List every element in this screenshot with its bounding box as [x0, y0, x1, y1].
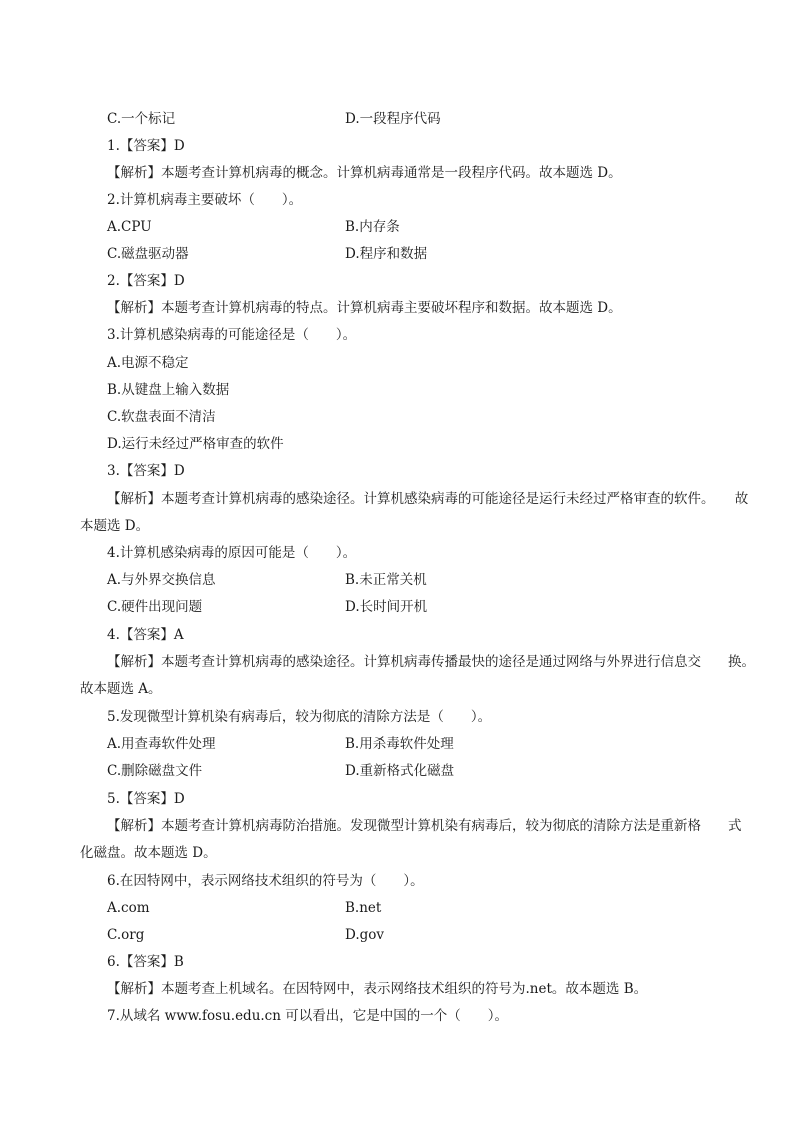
option-c: C.软盘表面不清洁	[107, 409, 216, 425]
question-line: 5.发现微型计算机染有病毒后，较为彻底的清除方法是（ ）。	[107, 709, 492, 725]
question-line: 2.计算机病毒主要破坏（ ）。	[107, 192, 303, 208]
option-d: D.gov	[345, 927, 385, 943]
explanation-line: 【解析】本题考查上机域名。在因特网中，表示网络技术组织的符号为.net。故本题选 B。	[107, 981, 648, 997]
option-b: B.用杀毒软件处理	[345, 736, 454, 752]
explanation-line: 【解析】本题考查计算机病毒的感染途径。计算机病毒传播最快的途径是通过网络与外界进行信息交 换。	[107, 654, 755, 670]
answer-line: 5.【答案】D	[107, 791, 185, 807]
question-line: 3.计算机感染病毒的可能途径是（ ）。	[107, 327, 357, 343]
option-c: C.磁盘驱动器	[107, 246, 189, 262]
explanation-continuation: 本题选 D。	[80, 518, 150, 534]
answer-line: 2.【答案】D	[107, 273, 185, 289]
options-row	[107, 571, 707, 589]
option-a: A.与外界交换信息	[107, 572, 216, 588]
question-line: 6.在因特网中，表示网络技术组织的符号为（ ）。	[107, 873, 424, 889]
option-d: D.运行未经过严格审查的软件	[107, 436, 284, 452]
options-row	[107, 245, 707, 263]
option-d: D.程序和数据	[345, 246, 428, 262]
options-row	[107, 926, 707, 944]
question-line: 7.从域名 www.fosu.edu.cn 可以看出，它是中国的一个（ ）。	[107, 1008, 508, 1024]
option-a: A.用查毒软件处理	[107, 736, 216, 752]
question-line: 4.计算机感染病毒的原因可能是（ ）。	[107, 545, 357, 561]
option-b: B.内存条	[345, 219, 400, 235]
explanation-continuation: 故本题选 A。	[80, 681, 162, 697]
option-a: A.电源不稳定	[107, 355, 189, 371]
answer-line: 6.【答案】B	[107, 954, 184, 970]
option-c: C.org	[107, 927, 145, 943]
explanation-line: 【解析】本题考查计算机病毒的概念。计算机病毒通常是一段程序代码。故本题选 D。	[107, 165, 622, 181]
explanation-line: 【解析】本题考查计算机病毒的特点。计算机病毒主要破坏程序和数据。故本题选 D。	[107, 300, 622, 316]
answer-line: 1.【答案】D	[107, 138, 185, 154]
explanation-line: 【解析】本题考查计算机病毒的感染途径。计算机感染病毒的可能途径是运行未经过严格审查的软件。 故	[107, 491, 749, 507]
options-row	[107, 218, 707, 236]
option-d: D.重新格式化磁盘	[345, 763, 455, 779]
options-row	[107, 110, 707, 128]
option-d: D.长时间开机	[345, 599, 428, 615]
options-row	[107, 735, 707, 753]
options-row	[107, 598, 707, 616]
option-a: A.com	[107, 900, 150, 916]
option-c: C.硬件出现问题	[107, 599, 203, 615]
explanation-continuation: 化磁盘。故本题选 D。	[80, 845, 217, 861]
option-d: D.一段程序代码	[345, 111, 441, 127]
answer-line: 3.【答案】D	[107, 463, 185, 479]
option-b: B.从键盘上输入数据	[107, 382, 230, 398]
answer-line: 4.【答案】A	[107, 627, 184, 643]
options-row	[107, 762, 707, 780]
option-b: B.未正常关机	[345, 572, 427, 588]
option-c: C.删除磁盘文件	[107, 763, 203, 779]
option-b: B.net	[345, 900, 382, 916]
option-a: A.CPU	[107, 219, 152, 235]
options-row	[107, 899, 707, 917]
explanation-line: 【解析】本题考查计算机病毒防治措施。发现微型计算机染有病毒后，较为彻底的清除方法是重新格 式	[107, 818, 742, 834]
option-c: C.一个标记	[107, 111, 176, 127]
